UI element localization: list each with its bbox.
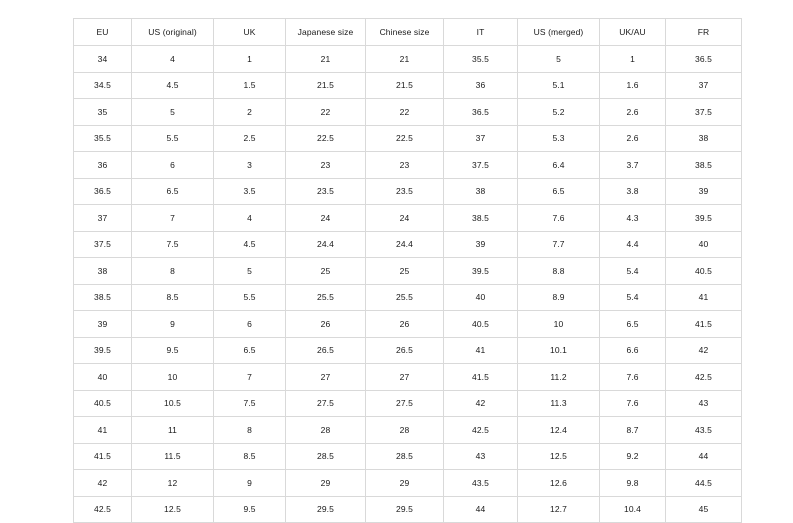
cell: 4.5 [132, 72, 214, 99]
cell: 7.5 [214, 390, 286, 417]
cell: 26.5 [366, 337, 444, 364]
column-header-us-original: US (original) [132, 19, 214, 46]
cell: 40.5 [666, 258, 742, 285]
cell: 6 [132, 152, 214, 179]
cell: 1.5 [214, 72, 286, 99]
cell: 6.6 [600, 337, 666, 364]
column-header-it: IT [444, 19, 518, 46]
cell: 43 [666, 390, 742, 417]
cell: 12 [132, 470, 214, 497]
cell: 25 [366, 258, 444, 285]
cell: 28 [286, 417, 366, 444]
cell: 5.4 [600, 284, 666, 311]
table-row [74, 337, 742, 364]
cell: 22 [286, 99, 366, 126]
cell: 38 [444, 178, 518, 205]
cell: 43.5 [444, 470, 518, 497]
cell: 22 [366, 99, 444, 126]
cell: 29.5 [286, 496, 366, 523]
cell: 42.5 [666, 364, 742, 391]
cell: 43 [444, 443, 518, 470]
cell: 3.8 [600, 178, 666, 205]
cell: 6 [214, 311, 286, 338]
cell: 5 [214, 258, 286, 285]
cell: 37 [74, 205, 132, 232]
cell: 10 [132, 364, 214, 391]
cell: 41 [444, 337, 518, 364]
table-row [74, 231, 742, 258]
table-row [74, 46, 742, 73]
cell: 28 [366, 417, 444, 444]
size-conversion-table-wrapper [73, 18, 721, 523]
cell: 42.5 [444, 417, 518, 444]
cell: 9.5 [214, 496, 286, 523]
cell: 9.5 [132, 337, 214, 364]
cell: 29 [366, 470, 444, 497]
cell: 3.5 [214, 178, 286, 205]
table-row [74, 258, 742, 285]
cell: 6.4 [518, 152, 600, 179]
cell: 6.5 [518, 178, 600, 205]
cell: 8 [132, 258, 214, 285]
table-row [74, 390, 742, 417]
cell: 8.9 [518, 284, 600, 311]
cell: 22.5 [366, 125, 444, 152]
column-header-fr: FR [666, 19, 742, 46]
table-row [74, 205, 742, 232]
cell: 37.5 [444, 152, 518, 179]
cell: 38.5 [74, 284, 132, 311]
cell: 35.5 [74, 125, 132, 152]
cell: 40 [74, 364, 132, 391]
cell: 40.5 [74, 390, 132, 417]
table-row [74, 443, 742, 470]
cell: 27.5 [366, 390, 444, 417]
table-body [74, 46, 742, 523]
cell: 24.4 [286, 231, 366, 258]
cell: 44 [666, 443, 742, 470]
table-row [74, 125, 742, 152]
cell: 9 [214, 470, 286, 497]
cell: 21 [286, 46, 366, 73]
cell: 36.5 [74, 178, 132, 205]
cell: 8.5 [214, 443, 286, 470]
cell: 1.6 [600, 72, 666, 99]
table-header [74, 19, 742, 46]
cell: 7.6 [600, 390, 666, 417]
cell: 5 [518, 46, 600, 73]
table-row [74, 99, 742, 126]
cell: 10.4 [600, 496, 666, 523]
cell: 41.5 [74, 443, 132, 470]
table-row [74, 417, 742, 444]
cell: 4.5 [214, 231, 286, 258]
cell: 37 [666, 72, 742, 99]
column-header-japanese-size: Japanese size [286, 19, 366, 46]
cell: 5 [132, 99, 214, 126]
cell: 40.5 [444, 311, 518, 338]
table-row [74, 470, 742, 497]
cell: 9.2 [600, 443, 666, 470]
cell: 42.5 [74, 496, 132, 523]
cell: 27 [286, 364, 366, 391]
cell: 38 [666, 125, 742, 152]
cell: 7.6 [600, 364, 666, 391]
cell: 2.5 [214, 125, 286, 152]
cell: 9.8 [600, 470, 666, 497]
cell: 5.5 [132, 125, 214, 152]
size-conversion-table [73, 18, 742, 523]
cell: 26.5 [286, 337, 366, 364]
cell: 1 [214, 46, 286, 73]
cell: 7.6 [518, 205, 600, 232]
cell: 36.5 [444, 99, 518, 126]
cell: 44.5 [666, 470, 742, 497]
column-header-eu: EU [74, 19, 132, 46]
column-header-uk: UK [214, 19, 286, 46]
cell: 26 [366, 311, 444, 338]
cell: 39 [666, 178, 742, 205]
cell: 9 [132, 311, 214, 338]
cell: 4.4 [600, 231, 666, 258]
cell: 41.5 [444, 364, 518, 391]
cell: 11.3 [518, 390, 600, 417]
column-header-uk-au: UK/AU [600, 19, 666, 46]
cell: 25 [286, 258, 366, 285]
cell: 29.5 [366, 496, 444, 523]
cell: 34 [74, 46, 132, 73]
cell: 12.4 [518, 417, 600, 444]
cell: 36 [74, 152, 132, 179]
cell: 35 [74, 99, 132, 126]
cell: 11 [132, 417, 214, 444]
cell: 44 [444, 496, 518, 523]
cell: 41 [74, 417, 132, 444]
cell: 43.5 [666, 417, 742, 444]
column-header-us-merged: US (merged) [518, 19, 600, 46]
cell: 12.5 [132, 496, 214, 523]
cell: 8 [214, 417, 286, 444]
cell: 8.8 [518, 258, 600, 285]
cell: 27.5 [286, 390, 366, 417]
cell: 45 [666, 496, 742, 523]
cell: 28.5 [286, 443, 366, 470]
cell: 4 [214, 205, 286, 232]
cell: 5.3 [518, 125, 600, 152]
cell: 24 [366, 205, 444, 232]
table-row [74, 496, 742, 523]
cell: 8.7 [600, 417, 666, 444]
cell: 12.6 [518, 470, 600, 497]
cell: 12.5 [518, 443, 600, 470]
cell: 23 [286, 152, 366, 179]
cell: 24.4 [366, 231, 444, 258]
cell: 23.5 [286, 178, 366, 205]
cell: 5.4 [600, 258, 666, 285]
cell: 38 [74, 258, 132, 285]
cell: 38.5 [444, 205, 518, 232]
cell: 39.5 [444, 258, 518, 285]
table-row [74, 178, 742, 205]
table-row [74, 72, 742, 99]
cell: 10.1 [518, 337, 600, 364]
cell: 2.6 [600, 99, 666, 126]
cell: 40 [666, 231, 742, 258]
cell: 27 [366, 364, 444, 391]
cell: 3 [214, 152, 286, 179]
cell: 22.5 [286, 125, 366, 152]
cell: 6.5 [600, 311, 666, 338]
cell: 26 [286, 311, 366, 338]
cell: 23.5 [366, 178, 444, 205]
cell: 42 [666, 337, 742, 364]
cell: 10.5 [132, 390, 214, 417]
cell: 7 [132, 205, 214, 232]
cell: 6.5 [214, 337, 286, 364]
cell: 39.5 [666, 205, 742, 232]
cell: 7.7 [518, 231, 600, 258]
cell: 21 [366, 46, 444, 73]
cell: 5.2 [518, 99, 600, 126]
cell: 42 [74, 470, 132, 497]
cell: 37.5 [666, 99, 742, 126]
cell: 5.1 [518, 72, 600, 99]
cell: 2 [214, 99, 286, 126]
cell: 4 [132, 46, 214, 73]
cell: 39.5 [74, 337, 132, 364]
cell: 38.5 [666, 152, 742, 179]
cell: 40 [444, 284, 518, 311]
cell: 41 [666, 284, 742, 311]
table-row [74, 311, 742, 338]
cell: 23 [366, 152, 444, 179]
table-row [74, 364, 742, 391]
cell: 10 [518, 311, 600, 338]
cell: 42 [444, 390, 518, 417]
cell: 41.5 [666, 311, 742, 338]
cell: 39 [444, 231, 518, 258]
cell: 25.5 [366, 284, 444, 311]
cell: 21.5 [286, 72, 366, 99]
cell: 11.5 [132, 443, 214, 470]
cell: 7.5 [132, 231, 214, 258]
cell: 21.5 [366, 72, 444, 99]
cell: 2.6 [600, 125, 666, 152]
column-header-chinese-size: Chinese size [366, 19, 444, 46]
cell: 3.7 [600, 152, 666, 179]
cell: 37.5 [74, 231, 132, 258]
cell: 12.7 [518, 496, 600, 523]
cell: 35.5 [444, 46, 518, 73]
cell: 25.5 [286, 284, 366, 311]
cell: 34.5 [74, 72, 132, 99]
table-row [74, 152, 742, 179]
table-row [74, 284, 742, 311]
cell: 7 [214, 364, 286, 391]
cell: 4.3 [600, 205, 666, 232]
cell: 28.5 [366, 443, 444, 470]
cell: 29 [286, 470, 366, 497]
cell: 6.5 [132, 178, 214, 205]
cell: 5.5 [214, 284, 286, 311]
cell: 37 [444, 125, 518, 152]
cell: 1 [600, 46, 666, 73]
cell: 36 [444, 72, 518, 99]
cell: 11.2 [518, 364, 600, 391]
table-header-row [74, 19, 742, 46]
cell: 8.5 [132, 284, 214, 311]
cell: 39 [74, 311, 132, 338]
cell: 36.5 [666, 46, 742, 73]
cell: 24 [286, 205, 366, 232]
